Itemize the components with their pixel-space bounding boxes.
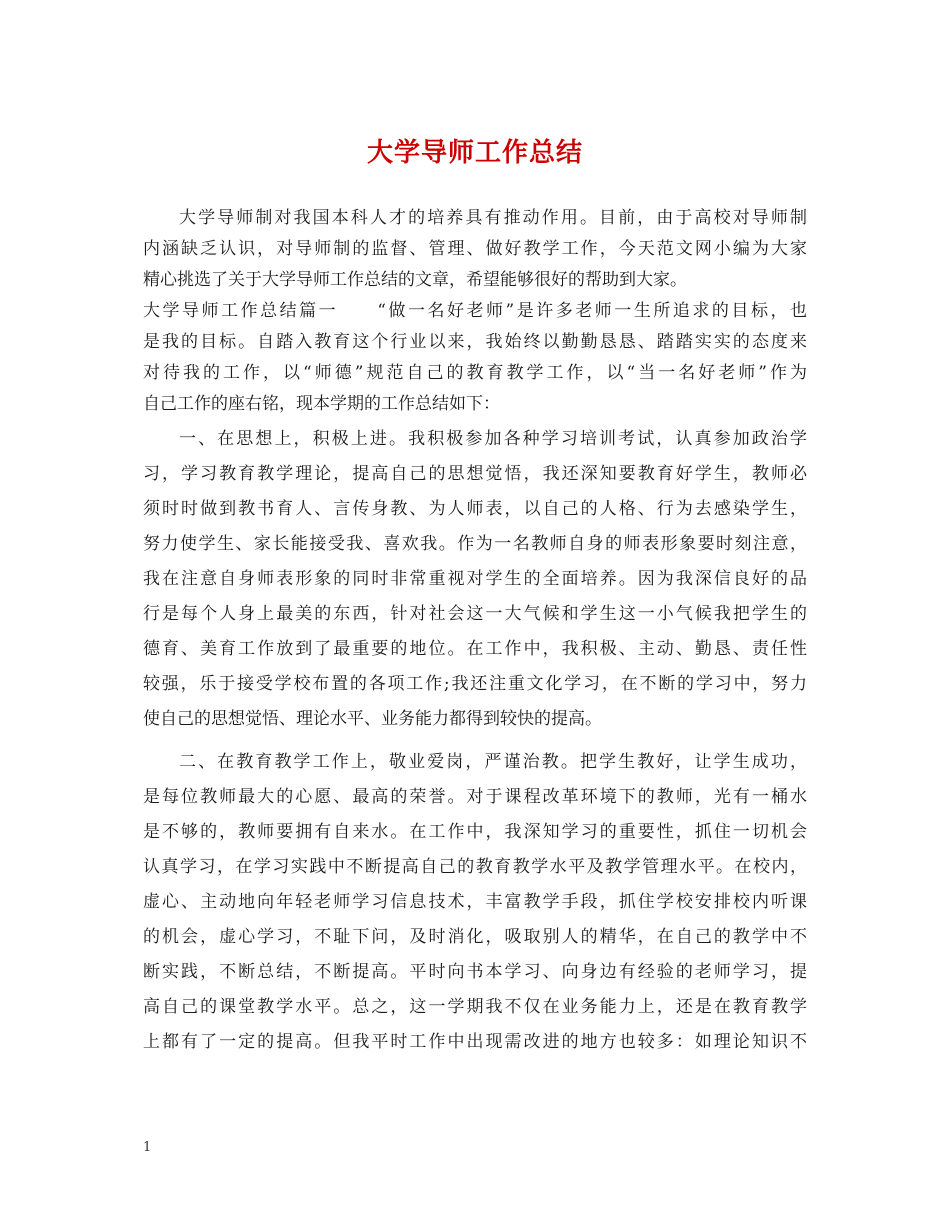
paragraph-line: 行是每个人身上最美的东西，针对社会这一大气候和学生这一小气候我把学生的 (143, 604, 807, 624)
paragraph-line: 大学导师工作总结篇一 “做一名好老师”是许多老师一生所追求的目标，也 (143, 301, 807, 321)
document-body (143, 203, 807, 1062)
paragraph-line: 自己工作的座右铭，现本学期的工作总结如下： (143, 394, 500, 414)
paragraph-line: 认真学习，在学习实践中不断提高自己的教育教学水平及教学管理水平。在校内， (143, 857, 807, 877)
paragraph-line: 精心挑选了关于大学导师工作总结的文章，希望能够很好的帮助到大家。 (143, 270, 687, 290)
paragraph-line: 对待我的工作，以“师德”规范自己的教育教学工作，以“当一名好老师”作为 (143, 363, 807, 383)
paragraph-line: 习，学习教育教学理论，提高自己的思想觉悟，我还深知要教育好学生，教师必 (143, 464, 807, 484)
paragraph-line: 较强，乐于接受学校布置的各项工作;我还注重文化学习，在不断的学习中，努力 (143, 674, 807, 694)
paragraph-line: 高自己的课堂教学水平。总之，这一学期我不仅在业务能力上，还是在教育教学 (143, 997, 807, 1017)
paragraph-line: 上都有了一定的提高。但我平时工作中出现需改进的地方也较多：如理论知识不 (143, 1032, 807, 1052)
document-title: 大学导师工作总结 (366, 138, 583, 168)
paragraph-line: 是每位教师最大的心愿、最高的荣誉。对于课程改革环境下的教师，光有一桶水 (143, 787, 807, 807)
paragraph-line: 我在注意自身师表形象的同时非常重视对学生的全面培养。因为我深信良好的品 (143, 569, 807, 589)
paragraph-line: 断实践，不断总结，不断提高。平时向书本学习、向身边有经验的老师学习，提 (143, 962, 807, 982)
paragraph-line: 二、在教育教学工作上，敬业爱岗，严谨治教。把学生教好，让学生成功， (179, 752, 807, 772)
paragraph-line: 是不够的，教师要拥有自来水。在工作中，我深知学习的重要性，抓住一切机会 (143, 822, 807, 842)
paragraph-line: 虚心、主动地向年轻老师学习信息技术，丰富教学手段，抓住学校安排校内听课 (143, 892, 807, 912)
page-number: 1 (143, 1140, 152, 1155)
paragraph-line: 内涵缺乏认识，对导师制的监督、管理、做好教学工作，今天范文网小编为大家 (143, 239, 807, 259)
paragraph-line: 德育、美育工作放到了最重要的地位。在工作中，我积极、主动、勤恳、责任性 (143, 639, 807, 659)
paragraph-line: 使自己的思想觉悟、理论水平、业务能力都得到较快的提高。 (143, 709, 602, 729)
paragraph-line: 大学导师制对我国本科人才的培养具有推动作用。目前，由于高校对导师制 (179, 208, 807, 228)
paragraph-line: 须时时做到教书育人、言传身教、为人师表，以自己的人格、行为去感染学生， (143, 499, 807, 519)
paragraph-line: 的机会，虚心学习，不耻下问，及时消化，吸取别人的精华，在自己的教学中不 (143, 927, 807, 947)
paragraph-line: 一、在思想上，积极上进。我积极参加各种学习培训考试，认真参加政治学 (179, 429, 807, 449)
paragraph-line: 是我的目标。自踏入教育这个行业以来，我始终以勤勤恳恳、踏踏实实的态度来 (143, 332, 807, 352)
paragraph-line: 努力使学生、家长能接受我、喜欢我。作为一名教师自身的师表形象要时刻注意， (143, 534, 807, 554)
